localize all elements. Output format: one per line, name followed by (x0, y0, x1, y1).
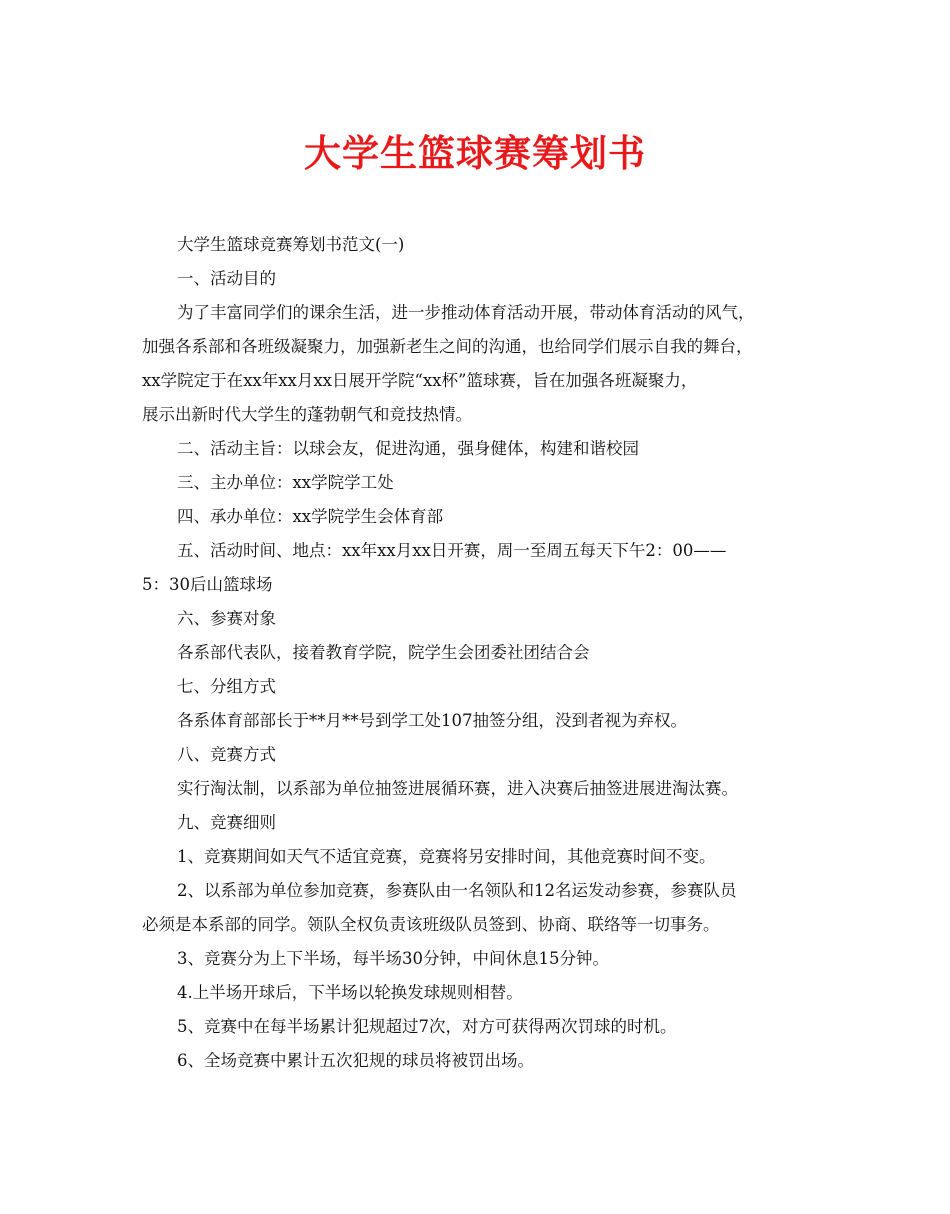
document-title: 大学生篮球赛筹划书 (304, 131, 646, 175)
paragraph-line: 5：30后山篮球场 (142, 575, 273, 594)
paragraph-line: 为了丰富同学们的课余生活，进一步推动体育活动开展，带动体育活动的风气， (177, 303, 755, 322)
paragraph-line: 九、竞赛细则 (177, 813, 276, 832)
paragraph-line: 八、竞赛方式 (177, 745, 276, 764)
paragraph-line: 3、竞赛分为上下半场，每半场30分钟，中间休息15分钟。 (177, 949, 609, 968)
paragraph-line: 四、承办单位：xx学院学生会体育部 (177, 507, 444, 526)
paragraph-line: 七、分组方式 (177, 677, 276, 696)
paragraph-line: 五、活动时间、地点：xx年xx月xx日开赛，周一至周五每天下午2：00—— (177, 541, 727, 560)
paragraph-line: 六、参赛对象 (177, 609, 276, 628)
paragraph-line: 必须是本系部的同学。领队全权负责该班级队员签到、协商、联络等一切事务。 (142, 915, 720, 934)
paragraph-line: 加强各系部和各班级凝聚力，加强新老生之间的沟通，也给同学们展示自我的舞台， (142, 337, 753, 356)
paragraph-line: 6、全场竞赛中累计五次犯规的球员将被罚出场。 (177, 1051, 534, 1070)
paragraph-line: 各系部代表队，接着教育学院，院学生会团委社团结合会 (177, 643, 590, 662)
paragraph-line: 大学生篮球竞赛筹划书范文(一) (177, 235, 405, 254)
paragraph-line: 各系体育部部长于**月**号到学工处107抽签分组，没到者视为弃权。 (177, 711, 687, 730)
paragraph-line: 4.上半场开球后，下半场以轮换发球规则相替。 (177, 983, 523, 1002)
paragraph-line: 三、主办单位：xx学院学工处 (177, 473, 394, 492)
paragraph-line: 2、以系部为单位参加竞赛，参赛队由一名领队和12名运发动参赛，参赛队员 (177, 881, 737, 900)
paragraph-line: 一、活动目的 (177, 269, 276, 288)
document-body (142, 228, 812, 1078)
paragraph-line: 实行淘汰制，以系部为单位抽签进展循环赛，进入决赛后抽签进展进淘汰赛。 (177, 779, 738, 798)
paragraph-line: 1、竞赛期间如天气不适宜竞赛，竞赛将另安排时间，其他竞赛时间不变。 (177, 847, 716, 866)
paragraph-line: xx学院定于在xx年xx月xx日展开学院“xx杯”篮球赛，旨在加强各班凝聚力， (142, 371, 698, 390)
paragraph-line: 5、竞赛中在每半场累计犯规超过7次，对方可获得两次罚球的时机。 (177, 1017, 677, 1036)
paragraph-line: 二、活动主旨：以球会友，促进沟通，强身健体，构建和谐校园 (177, 439, 639, 458)
paragraph-line: 展示出新时代大学生的蓬勃朝气和竞技热情。 (142, 405, 472, 424)
